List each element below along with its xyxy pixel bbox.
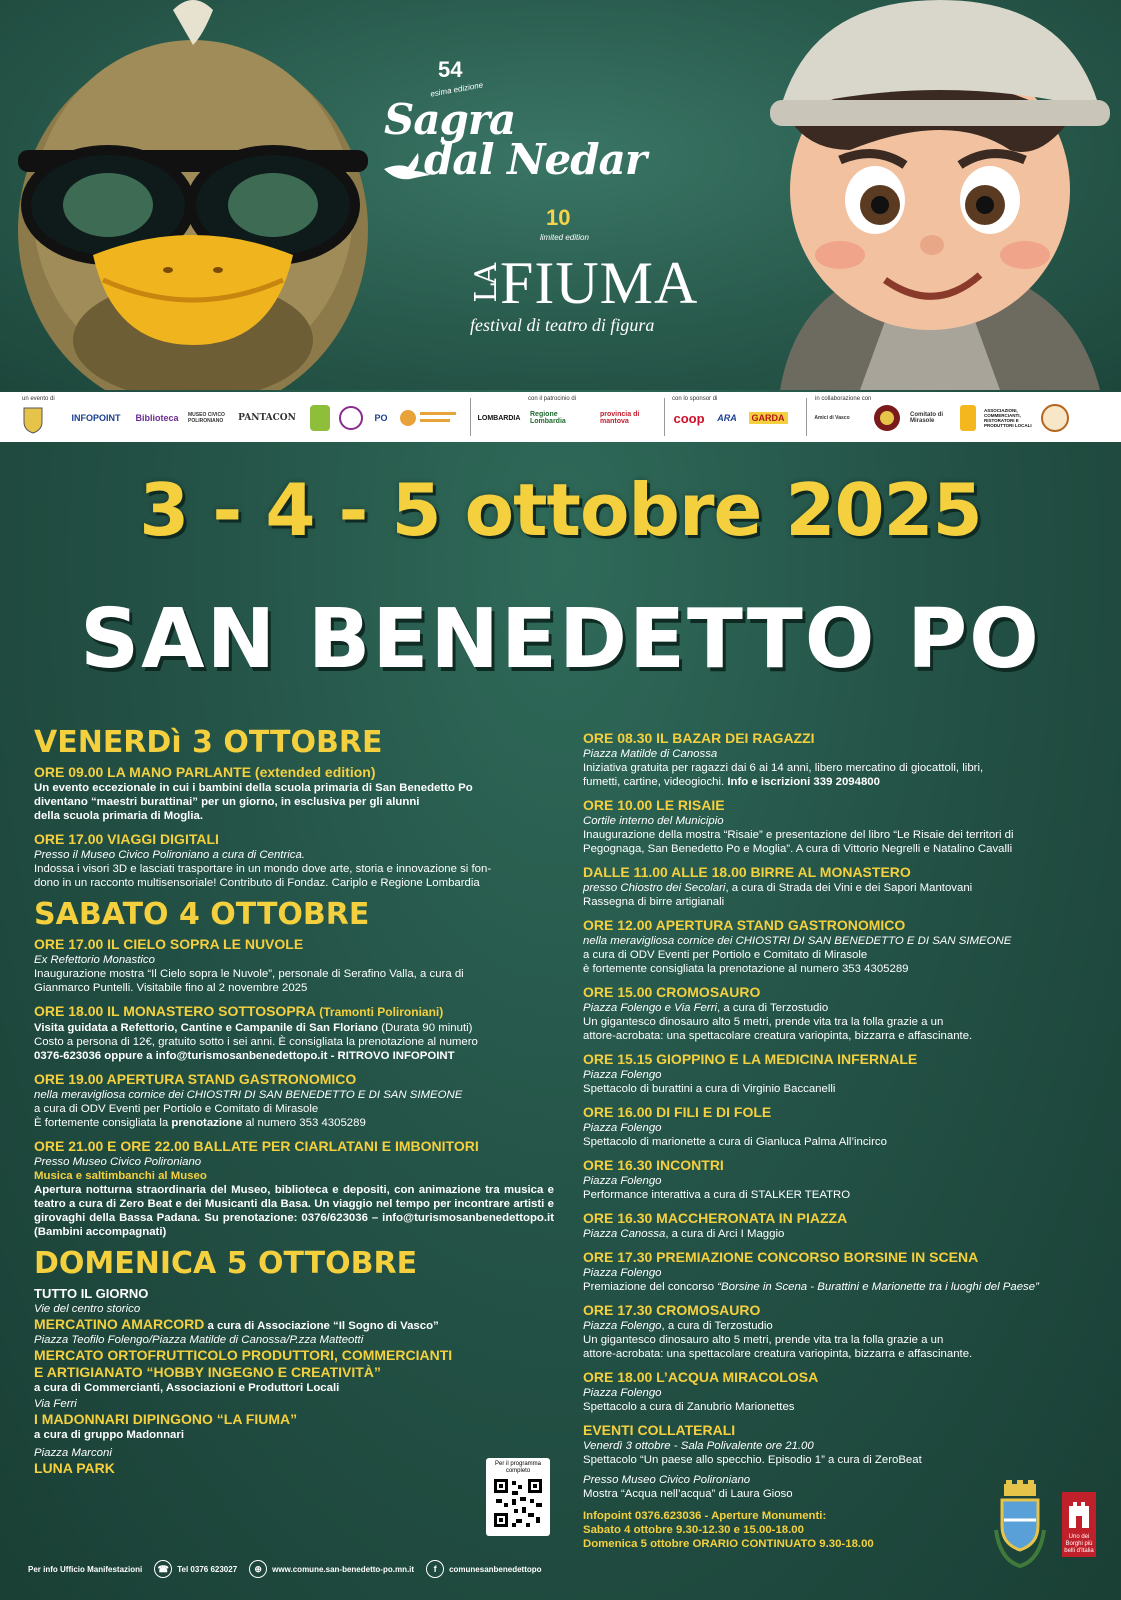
event-dates: 3 - 4 - 5 ottobre 2025: [139, 468, 982, 552]
globe-icon: ⊕: [249, 1560, 267, 1578]
sponsor-infopoint: INFOPOINT: [71, 413, 121, 423]
sponsor-label-evento: un evento di: [22, 396, 55, 402]
event-item: [34, 1071, 554, 1130]
event-desc: Rassegna di birre artigianali: [583, 896, 725, 908]
sponsor-label-sponsor: con lo sponsor di: [672, 396, 718, 402]
footer-website[interactable]: www.comune.san-benedetto-po.mn.it: [272, 1564, 415, 1574]
opening-line: Domenica 5 ottobre ORARIO CONTINUATO 9.30-18.00: [583, 1538, 874, 1550]
sponsor-museo: MUSEO CIVICO POLIRONIANO: [188, 412, 225, 424]
event-desc: attore-acrobata: una spettacolare creatura variopinta, bizzarra e affascinante.: [583, 1348, 973, 1360]
borghi-badge: [1062, 1492, 1096, 1557]
event-desc: Piazza Canossa, a cura di Arci I Maggio: [583, 1228, 785, 1240]
event-place: Via Ferri: [34, 1398, 77, 1410]
sponsor-label-collab: in collaborazione con: [815, 396, 872, 402]
event-city: SAN BENEDETTO PO: [80, 592, 1041, 687]
day-heading-sunday: DOMENICA 5 OTTOBRE: [34, 1246, 418, 1281]
sponsor-strip: [0, 392, 1121, 442]
municipal-crest-icon: [990, 1480, 1050, 1570]
event-desc: a cura di Commercianti, Associazioni e Produttori Locali: [34, 1382, 340, 1394]
event-desc: Iniziativa gratuita per ragazzi dai 6 ai 14 anni, libero mercatino di giocattoli, libri,: [583, 762, 984, 774]
sagra-logo: [380, 55, 660, 195]
edition-number: 54: [438, 57, 463, 82]
event-desc: è fortemente consigliata la prenotazione al numero 353 4305289: [583, 963, 909, 975]
event-item: [34, 764, 554, 823]
sponsor-lombardia-style: LOMBARDIA: [477, 414, 521, 422]
event-title: EVENTI COLLATERALI: [583, 1422, 736, 1438]
sagra-title-line1: Sagra: [384, 95, 516, 144]
event-desc: Mostra “Acqua nell’acqua” di Laura Gioso: [583, 1488, 793, 1500]
event-item: [583, 984, 1093, 1043]
event-place: Presso Museo Civico Polironiano: [583, 1474, 751, 1486]
event-title: I MADONNARI DIPINGONO “LA FIUMA”: [34, 1411, 298, 1427]
event-title: ORE 12.00 APERTURA STAND GASTRONOMICO: [583, 917, 906, 933]
event-item: [583, 1249, 1093, 1294]
event-place: nella meravigliosa cornice dei CHIOSTRI DI SAN BENEDETTO E DI SAN SIMEONE: [34, 1089, 463, 1101]
event-item: [583, 917, 1093, 976]
event-item: [583, 1104, 1093, 1149]
event-place: Cortile interno del Municipio: [583, 815, 724, 827]
footer-facebook[interactable]: comunesanbenedettopo: [449, 1564, 542, 1574]
borghi-label: Uno dei Borghi più belli d'Italia: [1062, 1532, 1096, 1557]
logo-badge-icon: [308, 402, 332, 434]
association-crest-icon: [872, 402, 902, 434]
footer-info: Per info Ufficio Manifestazioni: [28, 1564, 143, 1574]
event-title: ORE 16.30 MACCHERONATA IN PIAZZA: [583, 1210, 848, 1226]
program-right-column: [583, 730, 1093, 1559]
event-desc: attore-acrobata: una spettacolare creatura variopinta, bizzarra e affascinante.: [583, 1030, 973, 1042]
event-title: ORE 16.00 DI FILI E DI FOLE: [583, 1104, 772, 1120]
event-subtitle: Musica e saltimbanchi al Museo: [34, 1170, 207, 1182]
event-place: Piazza Folengo: [583, 1387, 662, 1399]
event-desc: 0376-623036 oppure a info@turismosanbenedettopo.it - RITROVO INFOPOINT: [34, 1050, 455, 1062]
event-item: [34, 1138, 554, 1239]
sponsor-associazioni: ASSOCIAZIONI, COMMERCIANTI, RISTORATORI E PRODUTTORI LOCALI: [984, 408, 1032, 428]
event-desc: Indossa i visori 3D e lasciati trasportare in un mondo dove arte, storia e innovazione si fon-: [34, 863, 492, 875]
sponsor-provincia: provincia di mantova: [600, 411, 640, 425]
qr-code-icon: [492, 1477, 544, 1529]
san-benedetto-crest-icon: [22, 402, 44, 434]
event-desc: È fortemente consigliata la prenotazione al numero 353 4305289: [34, 1117, 366, 1129]
event-desc: Costo a persona di 12€, gratuito sotto i sei anni. È consigliata la prenotazione al numero: [34, 1036, 478, 1048]
program-left-column: [34, 726, 554, 1477]
event-desc: Spettacolo “Un paese allo specchio. Episodio 1” a cura di ZeroBeat: [583, 1454, 922, 1466]
event-desc: Piazza Folengo e Via Ferri, a cura di Terzostudio: [583, 1002, 829, 1014]
event-title: ORE 08.30 IL BAZAR DEI RAGAZZI: [583, 730, 815, 746]
event-desc: dono in un racconto multisensoriale! Contributo di Fondaz. Cariplo e Regione Lombardia: [34, 877, 480, 889]
event-title: ORE 17.00 VIAGGI DIGITALI: [34, 831, 219, 847]
sponsor-amici-vasco: Amici di Vasco: [814, 415, 850, 421]
event-item: [583, 1210, 1093, 1241]
event-desc: Apertura notturna straordinaria del Museo, biblioteca e depositi, con animazione tra musica e teatro a cura di Zero Beat e dei Musicanti dla Basa. Un viaggio nel tempo per incontrare artisti e girovaghi della Bassa Padana. Su prenotazione: 0376/623036 – info@turismosanbenedettopo.it (Bambini accompagnati): [34, 1184, 554, 1238]
event-place: nella meravigliosa cornice dei CHIOSTRI DI SAN BENEDETTO E DI SAN SIMEONE: [583, 935, 1012, 947]
event-item: [583, 1369, 1093, 1414]
event-title: ORE 16.30 INCONTRI: [583, 1157, 724, 1173]
event-place: Piazza Folengo: [583, 1175, 662, 1187]
hero-banner: [0, 0, 1121, 390]
circle-logo-icon: [338, 402, 364, 434]
event-place: Piazza Folengo: [583, 1069, 662, 1081]
puppet-boy-illustration: [740, 0, 1121, 390]
fiuma-la: LA: [469, 265, 504, 303]
event-title: DALLE 11.00 ALLE 18.00 BIRRE AL MONASTERO: [583, 864, 911, 880]
fiuma-limited-label: limited edition: [540, 233, 589, 242]
fiuma-logo: [470, 205, 740, 345]
event-place: Piazza Marconi: [34, 1447, 112, 1459]
event-title: ORE 15.00 CROMOSAURO: [583, 984, 761, 1000]
sponsor-mirasole: Comitato di Mirasole: [910, 412, 943, 424]
event-desc: Un gigantesco dinosauro alto 5 metri, prende vita tra la folla grazie a un: [583, 1334, 944, 1346]
event-item: [583, 864, 1093, 909]
footer-phone[interactable]: Tel 0376 623027: [177, 1564, 238, 1574]
fiuma-name: FIUMA: [500, 250, 699, 316]
round-seal-icon: [1040, 402, 1070, 434]
fiuma-subtitle: festival di teatro di figura: [470, 315, 655, 335]
event-desc: Performance interattiva a cura di STALKER TEATRO: [583, 1189, 851, 1201]
event-place: Piazza Folengo: [583, 1122, 662, 1134]
sponsor-regione: Regione Lombardia: [530, 411, 566, 425]
sponsor-ara: ARA: [717, 413, 737, 423]
day-heading-saturday: SABATO 4 OTTOBRE: [34, 897, 370, 932]
event-place: Venerdì 3 ottobre - Sala Polivalente ore 21.00: [583, 1440, 814, 1452]
event-desc: Inaugurazione della mostra “Risaie” e presentazione del libro “Le Risaie dei territori di: [583, 829, 1014, 841]
mascot-logo-icon: [958, 402, 978, 434]
sponsor-coop: coop: [673, 410, 705, 426]
event-desc: Pegognaga, San Benedetto Po e Moglia”. A cura di Vittorio Negrelli e Natalino Cavalli: [583, 843, 1013, 855]
footer-contacts: [28, 1558, 568, 1580]
sponsor-label-patrocinio: con il patrocinio di: [528, 396, 577, 402]
facebook-icon: f: [426, 1560, 444, 1578]
event-desc: Un evento eccezionale in cui i bambini della scuola primaria di San Benedetto Po: [34, 782, 473, 794]
flying-duck-icon: [382, 149, 432, 181]
opening-line: Sabato 4 ottobre 9.30-12.30 e 15.00-18.00: [583, 1524, 804, 1536]
event-place: Ex Refettorio Monastico: [34, 954, 155, 966]
event-title: ORE 09.00 LA MANO PARLANTE (extended edition): [34, 764, 376, 780]
event-desc: a cura di ODV Eventi per Portiolo e Comitato di Mirasole: [34, 1103, 319, 1115]
event-item: [34, 936, 554, 995]
event-desc: Visita guidata a Refettorio, Cantine e Campanile di San Floriano (Durata 90 minuti): [34, 1022, 473, 1034]
market-item: MERCATINO AMARCORD a cura di Associazione “Il Sogno di Vasco”: [34, 1316, 439, 1332]
event-desc: Spettacolo a cura di Zanubrio Marionettes: [583, 1401, 795, 1413]
event-title: ORE 17.30 PREMIAZIONE CONCORSO BORSINE IN SCENA: [583, 1249, 979, 1265]
event-desc: diventano “maestri burattinai” per un giorno, in esclusiva per gli alunni: [34, 796, 420, 808]
event-title: E ARTIGIANATO “HOBBY INGEGNO E CREATIVITÀ”: [34, 1364, 381, 1380]
edition-label: esima edizione: [429, 80, 484, 99]
event-item: [583, 1302, 1093, 1361]
event-desc: della scuola primaria di Moglia.: [34, 810, 204, 822]
event-title: ORE 17.30 CROMOSAURO: [583, 1302, 761, 1318]
event-item: [583, 797, 1093, 856]
fiuma-edition-number: 10: [546, 205, 571, 230]
event-title: MERCATO ORTOFRUTTICOLO PRODUTTORI, COMMERCIANTI: [34, 1347, 453, 1363]
event-place: Piazza Folengo: [583, 1267, 662, 1279]
sponsor-pantacon: PANTACON: [238, 413, 296, 423]
event-title: ORE 21.00 E ORE 22.00 BALLATE PER CIARLATANI E IMBONITORI: [34, 1138, 479, 1154]
program-qr-code[interactable]: [486, 1458, 550, 1536]
event-item: [34, 1003, 554, 1063]
event-desc: a cura di gruppo Madonnari: [34, 1429, 184, 1441]
opening-line: Infopoint 0376.623036 - Aperture Monumenti:: [583, 1510, 827, 1522]
event-place: Piazza Matilde di Canossa: [583, 748, 718, 760]
borghi-tower-icon: [1062, 1492, 1096, 1532]
event-desc: Inaugurazione mostra “Il Cielo sopra le Nuvole”, personale di Serafino Valla, a cura di: [34, 968, 464, 980]
event-desc: Gianmarco Puntelli. Visitabile fino al 2 novembre 2025: [34, 982, 308, 994]
event-desc: Spettacolo di burattini a cura di Virginio Baccanelli: [583, 1083, 836, 1095]
sponsor-separator: [470, 398, 471, 436]
phone-icon: ☎: [154, 1560, 172, 1578]
event-place: Presso il Museo Civico Polironiano a cura di Centrica.: [34, 849, 305, 861]
event-place: Piazza Teofilo Folengo/Piazza Matilde di Canossa/P.zza Matteotti: [34, 1334, 364, 1346]
sponsor-biblioteca: Biblioteca: [135, 413, 179, 423]
event-desc: Premiazione del concorso “Borsine in Scena - Burattini e Marionette tra i luoghi del Paese”: [583, 1281, 1039, 1293]
event-place: Presso Museo Civico Polironiano: [34, 1156, 202, 1168]
sponsor-po: PO: [374, 413, 388, 423]
qr-label: Per il programma completo: [494, 1461, 541, 1474]
fondazione-logo-icon: [398, 402, 458, 434]
event-title: ORE 15.15 GIOPPINO E LA MEDICINA INFERNALE: [583, 1051, 918, 1067]
event-title: LUNA PARK: [34, 1460, 115, 1476]
sagra-title-line2: dal Nedar: [424, 135, 646, 184]
event-item: [583, 1157, 1093, 1202]
duck-illustration: [8, 0, 378, 390]
event-place: Vie del centro storico: [34, 1303, 141, 1315]
event-title: ORE 18.00 L’ACQUA MIRACOLOSA: [583, 1369, 819, 1385]
event-item: [583, 1051, 1093, 1096]
event-title: ORE 19.00 APERTURA STAND GASTRONOMICO: [34, 1071, 357, 1087]
sponsor-separator: [806, 398, 807, 436]
event-desc: Un gigantesco dinosauro alto 5 metri, prende vita tra la folla grazie a un: [583, 1016, 944, 1028]
event-desc: presso Chiostro dei Secolari, a cura di Strada dei Vini e dei Sapori Mantovani: [583, 882, 973, 894]
event-title: ORE 10.00 LE RISAIE: [583, 797, 725, 813]
event-item: [34, 831, 554, 890]
event-desc: a cura di ODV Eventi per Portiolo e Comitato di Mirasole: [583, 949, 868, 961]
sponsor-garda: GARDA: [746, 402, 790, 434]
event-item: [583, 730, 1093, 789]
event-title: ORE 18.00 IL MONASTERO SOTTOSOPRA (Tramonti Polironiani): [34, 1003, 444, 1019]
event-desc: Piazza Folengo, a cura di Terzostudio: [583, 1320, 773, 1332]
all-day-label: TUTTO IL GIORNO: [34, 1286, 149, 1301]
day-heading-friday: VENERDì 3 OTTOBRE: [34, 725, 383, 760]
event-title: ORE 17.00 IL CIELO SOPRA LE NUVOLE: [34, 936, 304, 952]
event-desc: Spettacolo di marionette a cura di Gianluca Palma All’incirco: [583, 1136, 887, 1148]
event-desc: fumetti, cartine, videogiochi. Info e iscrizioni 339 2094800: [583, 776, 880, 788]
sponsor-separator: [664, 398, 665, 436]
